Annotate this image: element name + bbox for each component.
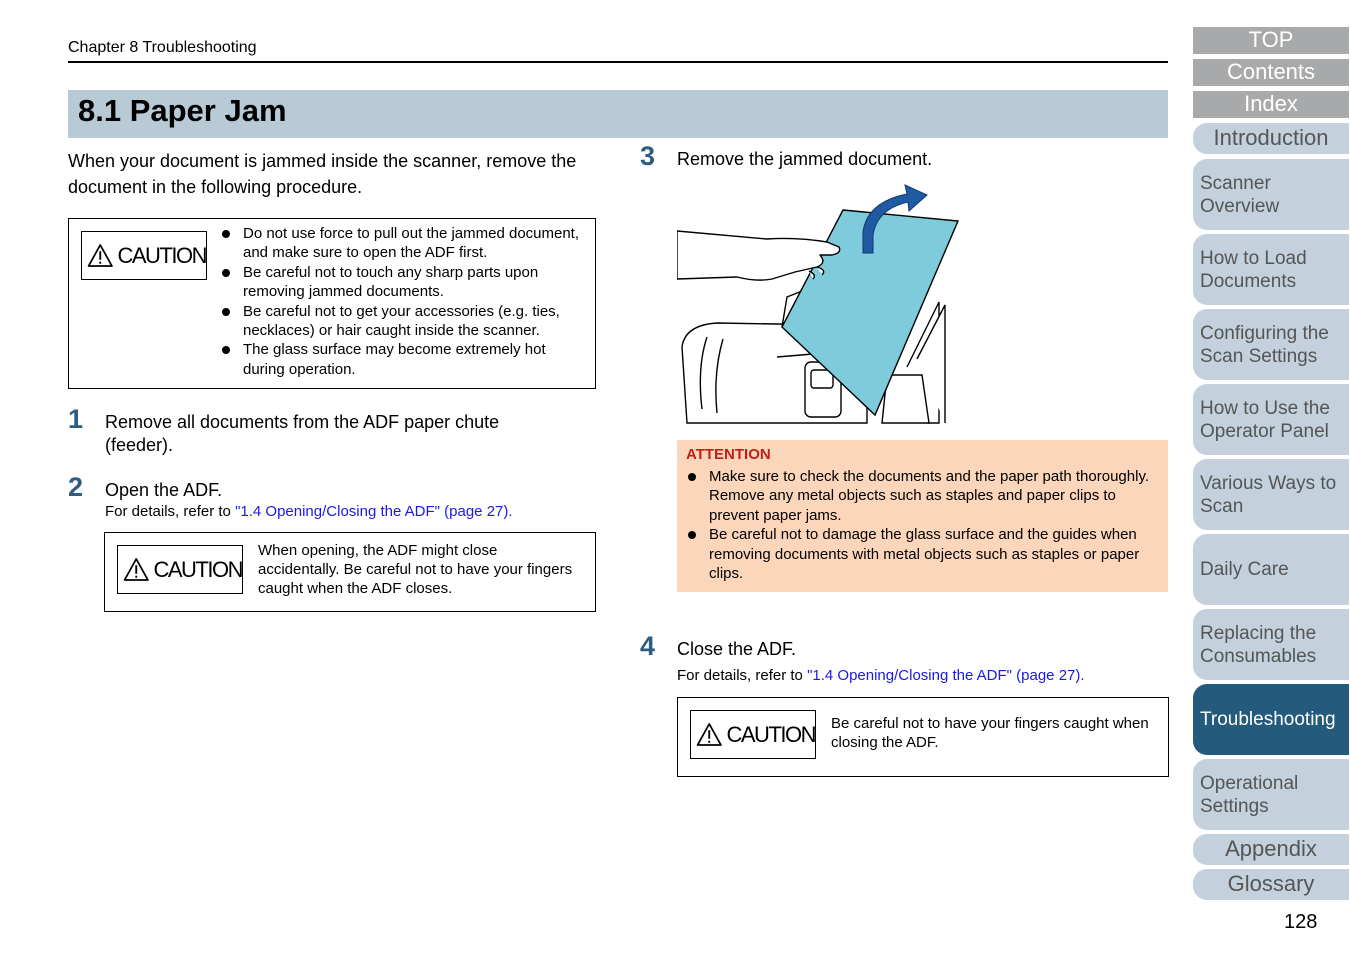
jammed-document-illustration	[677, 177, 977, 427]
step-2-reference	[105, 503, 513, 520]
caution-label: CAUTION	[117, 242, 206, 268]
step-2-number: 2	[68, 472, 84, 502]
caution-box-main	[68, 218, 596, 389]
opening-closing-adf-link[interactable]: "1.4 Opening/Closing the ADF" (page 27).	[807, 667, 1085, 684]
nav-tab-operational-settings[interactable]: Operational Settings	[1193, 759, 1349, 830]
caution-text: When opening, the ADF might close accidentally. Be careful not to have your fingers caught when the ADF closes.	[258, 542, 573, 597]
caution-label: CAUTION	[153, 556, 242, 582]
caution-item: Be careful not to touch any sharp parts upon removing jammed documents.	[221, 263, 591, 302]
reference-prefix: For details, refer to	[105, 503, 236, 520]
chapter-header: Chapter 8 Troubleshooting	[68, 39, 257, 56]
nav-top-button[interactable]: TOP	[1193, 27, 1349, 54]
step-1-text: Remove all documents from the ADF paper chute (feeder).	[105, 412, 500, 455]
nav-tab-scanner-overview[interactable]: Scanner Overview	[1193, 159, 1349, 230]
intro-text: When your document is jammed inside the scanner, remove the document in the following procedure.	[68, 151, 577, 197]
caution-text: Be careful not to have your fingers caught when closing the ADF.	[831, 715, 1149, 751]
caution-item: Be careful not to get your accessories (e.g. ties, necklaces) or hair caught inside the scanner.	[221, 302, 591, 341]
nav-tab-various-ways-to-scan[interactable]: Various Ways to Scan	[1193, 459, 1349, 530]
nav-tab-introduction[interactable]: Introduction	[1193, 123, 1349, 154]
caution-box-step-2	[104, 532, 596, 612]
caution-badge	[81, 231, 207, 280]
nav-tab-glossary[interactable]: Glossary	[1193, 869, 1349, 900]
reference-prefix: For details, refer to	[677, 667, 808, 684]
nav-tab-appendix[interactable]: Appendix	[1193, 834, 1349, 865]
step-4-text: Close the ADF.	[677, 639, 797, 659]
attention-item: Make sure to check the documents and the paper path thoroughly. Remove any metal objects such as staples and paper clips to prevent paper jams.	[687, 467, 1157, 525]
caution-list	[221, 224, 591, 379]
nav-tab-configuring-scan-settings[interactable]: Configuring the Scan Settings	[1193, 309, 1349, 380]
title-bar	[68, 90, 1168, 138]
header-rule	[68, 61, 1168, 63]
step-2-text: Open the ADF.	[105, 480, 223, 500]
step-1-number: 1	[68, 404, 84, 434]
step-4-reference	[677, 667, 1085, 684]
attention-box	[677, 440, 1168, 592]
caution-item: Do not use force to pull out the jammed document, and make sure to open the ADF first.	[221, 224, 591, 263]
nav-tab-operator-panel[interactable]: How to Use the Operator Panel	[1193, 384, 1349, 455]
caution-badge	[690, 710, 816, 759]
attention-item: Be careful not to damage the glass surface and the guides when removing documents with metal objects such as staples or paper clips.	[687, 525, 1157, 583]
caution-box-step-4	[677, 697, 1169, 777]
page-title: 8.1 Paper Jam	[78, 93, 287, 128]
warning-triangle-icon	[123, 554, 150, 585]
step-3-text: Remove the jammed document.	[677, 149, 933, 169]
warning-triangle-icon	[696, 719, 723, 750]
nav-tab-how-to-load-documents[interactable]: How to Load Documents	[1193, 234, 1349, 305]
step-3-number: 3	[640, 141, 656, 171]
attention-list	[687, 467, 1157, 583]
nav-tab-replacing-consumables[interactable]: Replacing the Consumables	[1193, 609, 1349, 680]
step-4-number: 4	[640, 631, 656, 661]
caution-badge	[117, 545, 243, 594]
attention-title: ATTENTION	[686, 446, 771, 463]
warning-triangle-icon	[87, 240, 114, 271]
nav-index-button[interactable]: Index	[1193, 91, 1349, 118]
nav-tab-daily-care[interactable]: Daily Care	[1193, 534, 1349, 605]
opening-closing-adf-link[interactable]: "1.4 Opening/Closing the ADF" (page 27).	[235, 503, 513, 520]
nav-contents-button[interactable]: Contents	[1193, 59, 1349, 86]
caution-item: The glass surface may become extremely hot during operation.	[221, 340, 591, 379]
caution-label: CAUTION	[726, 721, 815, 747]
nav-tab-troubleshooting[interactable]: Troubleshooting	[1193, 684, 1349, 755]
page-number: 128	[1284, 911, 1318, 933]
